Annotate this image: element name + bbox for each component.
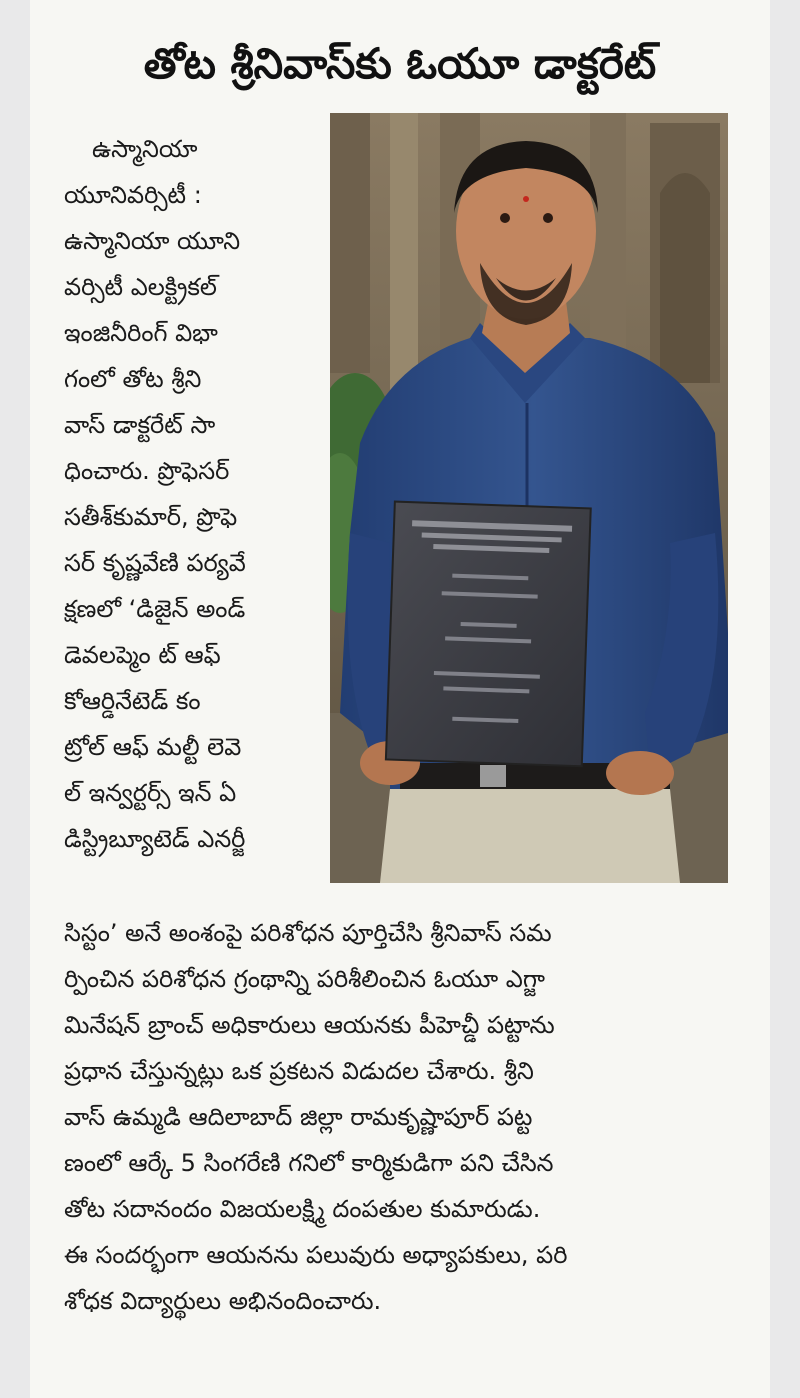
body-line: తోట సదానందం విజయలక్ష్మి దంపతుల కుమారుడు. — [64, 1195, 541, 1223]
body-line: వర్సిటీ ఎలక్ట్రికల్ — [64, 273, 217, 301]
body-line: ట్రోల్ ఆఫ్ మల్టీ లెవె — [64, 733, 242, 761]
body-line: ల్ ఇన్వర్టర్స్ ఇన్ ఏ — [64, 779, 237, 807]
body-line: ఇంజినీరింగ్ విభా — [64, 319, 218, 347]
body-line: ర్పించిన పరిశోధన గ్రంథాన్ని పరిశీలించిన ఓయూ ఎగ్జా — [64, 965, 545, 993]
body-line: ణంలో ఆర్కే 5 సింగరేణి గనిలో కార్మికుడిగా పని చేసిన — [64, 1149, 554, 1177]
body-line: సిస్టం’ అనే అంశంపై పరిశోధన పూర్తిచేసి శ్రీనివాస్ సమ — [64, 919, 552, 947]
body-line: ఈ సందర్భంగా ఆయనను పలువురు అధ్యాపకులు, పరి — [64, 1241, 568, 1269]
body-line: యూనివర్సిటీ : — [64, 181, 202, 209]
body-line: ధించారు. ప్రొఫెసర్ — [64, 457, 230, 485]
body-line: ప్రధాన చేస్తున్నట్లు ఒక ప్రకటన విడుదల చేశారు. శ్రీని — [64, 1057, 534, 1085]
article-body-full — [64, 910, 728, 1324]
body-line: కోఆర్డినేటెడ్ కం — [64, 687, 201, 715]
headline: తోట శ్రీనివాస్‌కు ఓయూ డాక్టరేట్ — [143, 39, 657, 88]
body-line: వాస్ డాక్టరేట్ సా — [64, 411, 216, 439]
body-line: డిస్ట్రిబ్యూటెడ్ ఎనర్జీ — [64, 825, 246, 853]
body-line: క్షణలో ‘డిజైన్ అండ్ — [64, 595, 246, 623]
body-line: వాస్ ఉమ్మడి ఆదిలాబాద్ జిల్లా రామకృష్ణాపూర్ పట్ట — [64, 1103, 533, 1131]
body-line: ఉస్మానియా — [92, 135, 198, 163]
body-line: సతీశ్‌కుమార్, ప్రొఫె — [64, 503, 238, 531]
article-body-column — [64, 126, 314, 862]
body-line: మినేషన్ బ్రాంచ్ అధికారులు ఆయనకు పీహెచ్డీ పట్టాను — [64, 1011, 555, 1039]
body-line: ఉస్మానియా యూని — [64, 227, 241, 255]
body-line: డెవలప్మెం ట్ ఆఫ్ — [64, 641, 221, 669]
body-line: శోధక విద్యార్థులు అభినందించారు. — [64, 1287, 382, 1315]
body-line: సర్ కృష్ణవేణి పర్యవే — [64, 549, 246, 577]
body-line: గంలో తోట శ్రీని — [64, 365, 202, 393]
person-photo — [330, 113, 728, 883]
